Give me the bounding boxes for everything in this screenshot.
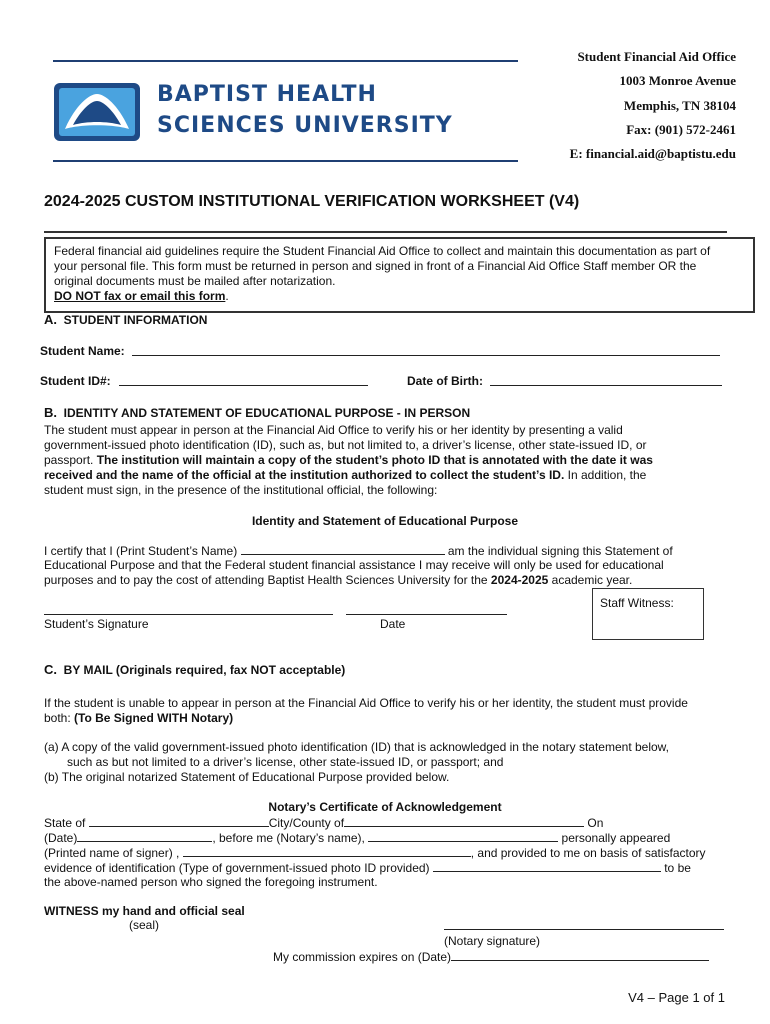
section-b-line-2: government-issued photo identification (ID), such as, but not limited to, a driver’s license, other state-issued ID, or: [44, 438, 647, 452]
state-field[interactable]: [89, 815, 269, 827]
date-label: (Date): [44, 831, 78, 845]
notary-line-2: [44, 830, 670, 846]
print-student-name-field[interactable]: [241, 543, 445, 555]
section-c-line-2a: both:: [44, 711, 75, 725]
notary-line-4: [44, 860, 691, 876]
office-fax: Fax: (901) 572-2461: [626, 122, 736, 137]
statement-line-1: [44, 543, 673, 559]
on-label: On: [584, 816, 604, 830]
city-county-field[interactable]: [344, 815, 584, 827]
intro-line-1: Federal financial aid guidelines require the Student Financial Aid Office to collect and maintain this documentation as part of: [54, 244, 711, 258]
section-c-heading: [44, 662, 345, 678]
statement-line-2: Educational Purpose and that the Federal student financial assistance I may receive will only be used for educational: [44, 558, 664, 572]
notary-name-field[interactable]: [368, 830, 558, 842]
item-a-line-1: (a) A copy of the valid government-issued photo identification (ID) that is acknowledged in the notary statement below,: [44, 740, 670, 754]
notary-signature-field[interactable]: [444, 918, 724, 930]
notary-line-1: [44, 815, 603, 831]
intro-line-4: [54, 289, 229, 304]
section-b-line-1: The student must appear in person at the Financial Aid Office to verify his or her identity by presenting a valid: [44, 423, 623, 437]
office-email: E: financial.aid@baptistu.edu: [569, 146, 736, 161]
student-id-label: Student ID#:: [40, 374, 111, 388]
statement-line-1b: am the individual signing this Statement of: [444, 544, 673, 558]
intro-line-4-end: .: [225, 289, 229, 303]
dob-field[interactable]: [490, 374, 722, 386]
staff-witness-label: Staff Witness:: [600, 596, 674, 610]
office-street: 1003 Monroe Avenue: [619, 73, 736, 88]
section-c-line-1: If the student is unable to appear in person at the Financial Aid Office to verify his or her identity, the student must provide: [44, 696, 688, 710]
id-type-field[interactable]: [433, 860, 661, 872]
no-fax-warning: DO NOT fax or email this form: [54, 289, 226, 303]
notary-heading: Notary’s Certificate of Acknowledgement: [268, 800, 502, 814]
section-b-line-4b: In addition, the: [564, 468, 647, 482]
printed-name-label: (Printed name of signer) ,: [44, 846, 183, 860]
section-c-title: BY MAIL (Originals required, fax NOT acceptable): [63, 663, 346, 677]
page-footer: V4 – Page 1 of 1: [628, 990, 725, 1005]
section-c-letter: C.: [44, 662, 57, 677]
statement-line-3: [44, 573, 632, 588]
statement-heading: Identity and Statement of Educational Purpose: [251, 514, 519, 528]
witness-seal-label: WITNESS my hand and official seal: [44, 904, 245, 918]
to-be-label: to be: [660, 861, 691, 875]
logo-bottom-rule: [53, 160, 518, 162]
section-b-line-3b: The institution will maintain a copy of the student’s photo ID that is annotated with the date it was: [96, 453, 653, 467]
statement-line-1a: I certify that I (Print Student’s Name): [44, 544, 241, 558]
student-id-field[interactable]: [119, 374, 368, 386]
logo-top-rule: [53, 60, 518, 62]
notary-line-3: [44, 845, 706, 861]
city-county-label: City/County of: [268, 816, 345, 830]
statement-line-3c: academic year.: [548, 573, 633, 587]
section-a-title: STUDENT INFORMATION: [63, 313, 208, 327]
intro-line-3: original documents must be mailed after notarization.: [54, 274, 336, 288]
notary-line-5: the above-named person who signed the foregoing instrument.: [44, 875, 378, 889]
item-a-line-2: such as but not limited to a driver’s license, other state-issued ID, or passport; and: [67, 755, 504, 769]
academic-year: 2024-2025: [490, 573, 549, 587]
office-name: Student Financial Aid Office: [577, 49, 736, 64]
title-rule: [44, 231, 727, 233]
notary-signature-label: (Notary signature): [444, 934, 541, 948]
section-b-title: IDENTITY AND STATEMENT OF EDUCATIONAL PURPOSE - IN PERSON: [63, 406, 471, 420]
baptist-health-emblem-icon: [53, 82, 141, 142]
signature-date-field[interactable]: [346, 603, 507, 615]
section-b-line-4a: received and the name of the official at the institution authorized to collect the student’s ID.: [44, 468, 565, 482]
notary-name-label: , before me (Notary’s name),: [212, 831, 369, 845]
signature-date-label: Date: [380, 617, 406, 631]
seal-label: (seal): [129, 918, 160, 932]
commission-date-field[interactable]: [451, 949, 709, 961]
student-signature-field[interactable]: [44, 603, 333, 615]
section-a-letter: A.: [44, 312, 57, 327]
satisfactory-evidence-label: , and provided to me on basis of satisfactory: [470, 846, 706, 860]
student-signature-label: Student’s Signature: [44, 617, 149, 631]
office-city: Memphis, TN 38104: [623, 98, 736, 113]
student-name-field[interactable]: [132, 344, 720, 356]
commission-expires: [273, 949, 709, 965]
printed-name-field[interactable]: [183, 845, 471, 857]
item-b: (b) The original notarized Statement of Educational Purpose provided below.: [44, 770, 450, 784]
id-type-label: evidence of identification (Type of government-issued photo ID provided): [44, 861, 433, 875]
section-b-letter: B.: [44, 405, 57, 420]
section-c-line-2b: (To Be Signed WITH Notary): [74, 711, 234, 725]
section-b-line-5: student must sign, in the presence of the institutional official, the following:: [44, 483, 438, 497]
section-b-line-3: [44, 453, 653, 468]
student-name-label: Student Name:: [40, 344, 125, 358]
logo-line-1: BAPTIST HEALTH: [157, 82, 377, 107]
logo-line-2: SCIENCES UNIVERSITY: [157, 113, 453, 138]
dob-label: Date of Birth:: [407, 374, 483, 388]
section-b-heading: [44, 405, 470, 421]
section-b-line-4: [44, 468, 646, 483]
statement-line-3a: purposes and to pay the cost of attending Baptist Health Sciences University for the: [44, 573, 491, 587]
section-b-line-3a: passport.: [44, 453, 97, 467]
personally-appeared-label: personally appeared: [558, 831, 671, 845]
state-of-label: State of: [44, 816, 89, 830]
commission-expires-label: My commission expires on (Date): [273, 950, 452, 964]
section-c-line-2: [44, 711, 233, 726]
notary-date-field[interactable]: [77, 830, 212, 842]
section-a-heading: [44, 312, 207, 328]
intro-line-2: your personal file. This form must be returned in person and signed in front of a Financial Aid Office Staff member OR the: [54, 259, 697, 273]
page-title: 2024-2025 CUSTOM INSTITUTIONAL VERIFICATION WORKSHEET (V4): [44, 193, 580, 210]
